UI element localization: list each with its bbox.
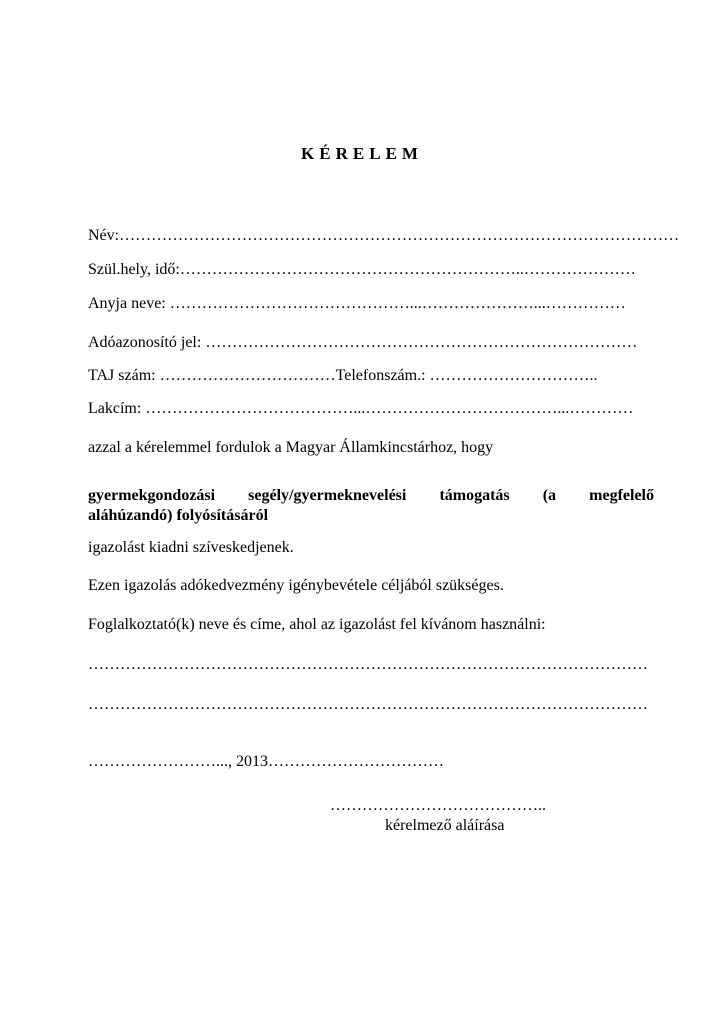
benefit-type-line-1: gyermekgondozási segély/gyermeknevelési támogatás (a megfelelő — [88, 487, 654, 504]
benefit-type-line-2: aláhúzandó) folyósításáról — [88, 507, 269, 524]
birth-place-date-field[interactable]: Szül.hely, idő:………………………………………………………..………………… — [88, 261, 636, 278]
tax-id-field[interactable]: Adóazonosító jel: ……………………………………………………………………… — [88, 334, 638, 351]
benefit-type-paragraph — [88, 486, 654, 526]
employer-label: Foglalkoztató(k) neve és címe, ahol az igazolást fel kívánom használni: — [88, 616, 546, 633]
mother-name-field[interactable]: Anyja neve: ………………………………………...…………………...…………… — [88, 295, 626, 312]
employer-line-2[interactable]: …………………………………………………………………………………………… — [88, 696, 648, 713]
signature-line[interactable]: ………………………………….. — [330, 797, 546, 814]
intro-text: azzal a kérelemmel fordulok a Magyar Államkincstárhoz, hogy — [88, 439, 494, 456]
purpose-text: Ezen igazolás adókedvezmény igénybevétele céljából szükséges. — [88, 577, 504, 594]
signature-label: kérelmező aláírása — [385, 817, 505, 834]
taj-phone-field[interactable]: TAJ szám: ……………………………Telefonszám.: ………………………….. — [88, 367, 598, 384]
employer-line-1[interactable]: …………………………………………………………………………………………… — [88, 656, 648, 673]
address-field[interactable]: Lakcím: …………………………………...………………………………...………… — [88, 400, 634, 417]
request-text: igazolást kiadni szíveskedjenek. — [88, 539, 294, 556]
name-field[interactable]: Név:…………………………………………………………………………………………… — [88, 227, 680, 244]
place-date-line[interactable]: ……………………..., 2013…………………………… — [88, 753, 444, 770]
document-title: KÉRELEM — [301, 144, 423, 163]
